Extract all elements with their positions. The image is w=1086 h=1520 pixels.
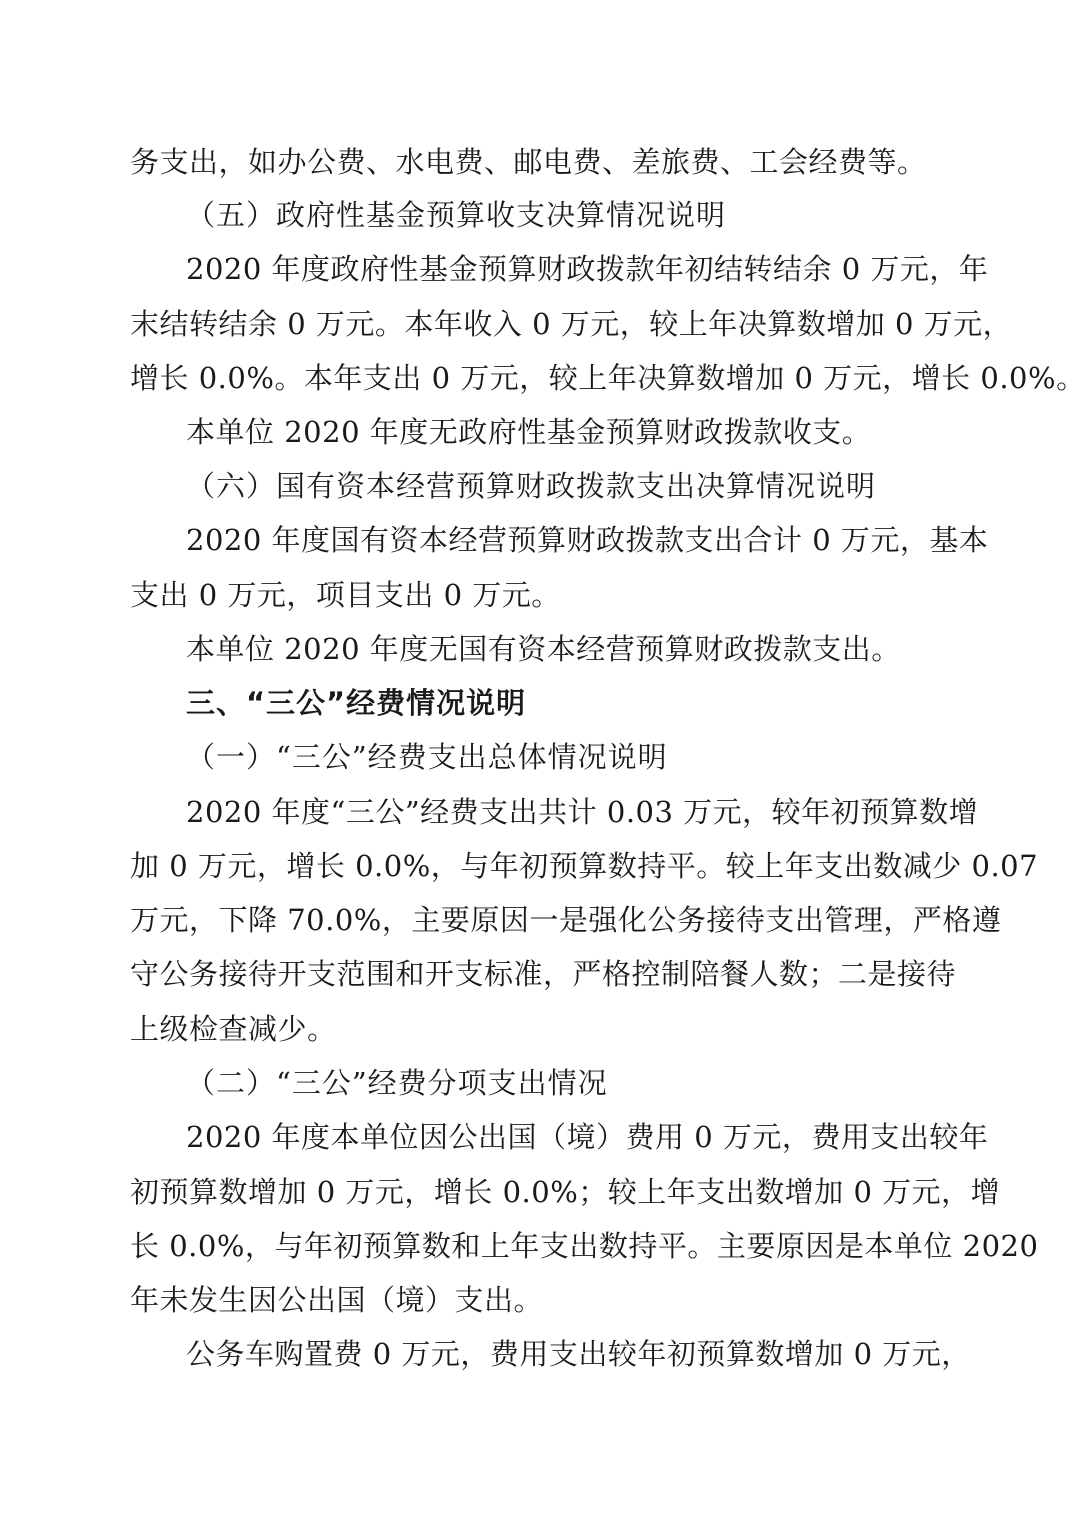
paragraph-line: 2020 年度政府性基金预算财政拨款年初结转结余 0 万元，年 [186, 252, 989, 286]
paragraph-line: 长 0.0%，与年初预算数和上年支出数持平。主要原因是本单位 2020 [130, 1229, 1039, 1263]
section-subheading: （一）“三公”经费支出总体情况说明 [186, 740, 668, 774]
paragraph-line: 本单位 2020 年度无国有资本经营预算财政拨款支出。 [186, 632, 901, 666]
paragraph-line: 末结转结余 0 万元。本年收入 0 万元，较上年决算数增加 0 万元， [130, 307, 1013, 341]
section-subheading: （二）“三公”经费分项支出情况 [186, 1066, 608, 1100]
paragraph-line: 2020 年度国有资本经营预算财政拨款支出合计 0 万元，基本 [186, 523, 989, 557]
paragraph-line: 支出 0 万元，项目支出 0 万元。 [130, 578, 561, 612]
paragraph-line: 本单位 2020 年度无政府性基金预算财政拨款收支。 [186, 415, 872, 449]
section-heading: 三、“三公”经费情况说明 [186, 686, 527, 720]
paragraph-line: 增长 0.0%。本年支出 0 万元，较上年决算数增加 0 万元，增长 0.0%。 [130, 361, 1086, 395]
paragraph-line: 守公务接待开支范围和开支标准，严格控制陪餐人数；二是接待 [130, 957, 957, 991]
paragraph-line: 2020 年度本单位因公出国（境）费用 0 万元，费用支出较年 [186, 1120, 989, 1154]
paragraph-line: 上级检查减少。 [130, 1012, 337, 1046]
paragraph-line: 万元，下降 70.0%，主要原因一是强化公务接待支出管理，严格遵 [130, 903, 1002, 937]
section-subheading: （六）国有资本经营预算财政拨款支出决算情况说明 [186, 469, 877, 503]
paragraph-line: 初预算数增加 0 万元，增长 0.0%；较上年支出数增加 0 万元，增 [130, 1175, 1001, 1209]
paragraph-line: 公务车购置费 0 万元，费用支出较年初预算数增加 0 万元， [186, 1337, 971, 1371]
paragraph-line: 2020 年度“三公”经费支出共计 0.03 万元，较年初预算数增 [186, 795, 979, 829]
paragraph-line: 年未发生因公出国（境）支出。 [130, 1283, 544, 1317]
paragraph-line: 务支出，如办公费、水电费、邮电费、差旅费、工会经费等。 [130, 145, 927, 179]
paragraph-line: 加 0 万元，增长 0.0%，与年初预算数持平。较上年支出数减少 0.07 [130, 849, 1039, 883]
section-subheading: （五）政府性基金预算收支决算情况说明 [186, 198, 727, 232]
